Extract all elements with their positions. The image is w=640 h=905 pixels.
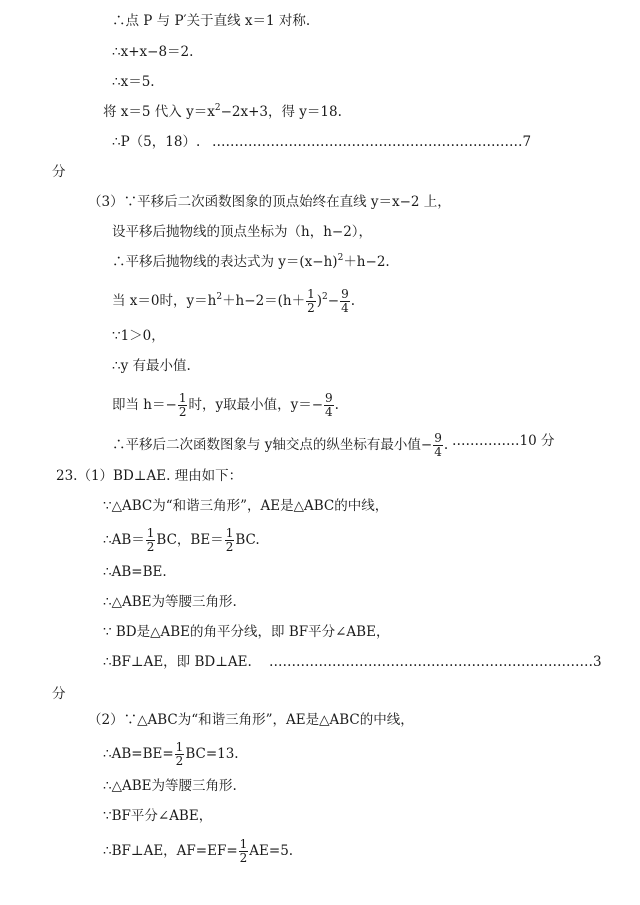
proof-line: ∵ BD是△ABE的角平分线，即 BF平分∠ABE，: [103, 624, 390, 640]
score-dots: ……………10 分: [452, 433, 555, 449]
proof-line: 将 x＝5 代入 $y=x^2-2x+3$，得 y＝18.: [103, 103, 342, 120]
proof-line: ∴AB＝ $\frac{1}{2}$ BC，BE＝ $\frac{1}{2}$ BC.: [103, 526, 260, 554]
fraction: $\frac{1}{2}$: [239, 837, 248, 865]
fraction: $\frac{1}{2}$: [225, 526, 234, 554]
proof-line: 即当 h＝− $\frac{1}{2}$ 时，y取最小值，y＝− $\frac{9}{4}$ .: [112, 391, 339, 419]
score-unit: 分: [52, 164, 66, 180]
part-heading: （3）∵平移后二次函数图象的顶点始终在直线 y＝x−2 上，: [88, 194, 451, 210]
score-unit: 分: [52, 686, 66, 702]
proof-line: ∴△ABE为等腰三角形.: [103, 594, 237, 610]
fraction: $\frac{1}{2}$: [146, 526, 155, 554]
score-dots: ………………………………………………………………3: [269, 654, 602, 670]
proof-line: ∴AB=BE= $\frac{1}{2}$ BC=13.: [103, 740, 239, 768]
score-dots: ……………………………………………………………7: [212, 134, 532, 150]
proof-line: ∴x+x−8＝2.: [112, 44, 194, 60]
proof-line: ∴P（5，18）. ……………………………………………………………7: [112, 134, 532, 150]
proof-line: ∵BF平分∠ABE，: [103, 808, 213, 824]
fraction: $\frac{1}{2}$: [307, 287, 315, 315]
proof-line: ∵△ABC为“和谐三角形”，AE是△ABC的中线，: [103, 498, 389, 514]
fraction: $\frac{1}{2}$: [175, 740, 184, 768]
fraction: $\frac{1}{2}$: [178, 391, 187, 419]
proof-line: ∴AB=BE.: [103, 564, 167, 580]
question-heading: 23.（1）BD⊥AE. 理由如下：: [56, 468, 243, 484]
part-heading: （2）∵△ABC为“和谐三角形”，AE是△ABC的中线，: [88, 712, 414, 728]
proof-line: 当 x＝0时，$y=h^2+h-2=(h+$ $\frac{1}{2}$ )$^2$− $\frac{9}{4}$ .: [112, 287, 356, 315]
proof-line: ∴点 P 与 P′关于直线 x＝1 对称.: [112, 13, 311, 29]
proof-line: ∴x＝5.: [112, 74, 155, 90]
proof-line: 设平移后抛物线的顶点坐标为（h，h−2），: [112, 224, 373, 240]
fraction: $\frac{9}{4}$: [434, 431, 442, 459]
proof-line: ∴△ABE为等腰三角形.: [103, 778, 237, 794]
fraction: $\frac{9}{4}$: [325, 391, 333, 419]
proof-line: ∴平移后二次函数图象与 y轴交点的纵坐标有最小值− $\frac{9}{4}$ . ……………10 分: [112, 431, 555, 459]
proof-line: ∴BF⊥AE，即 BD⊥AE. ………………………………………………………………3: [103, 654, 602, 670]
proof-line: ∵1＞0，: [112, 328, 165, 344]
proof-line: ∴BF⊥AE，AF=EF= $\frac{1}{2}$ AE=5.: [103, 837, 294, 865]
proof-line: ∴y 有最小值.: [112, 358, 191, 374]
fraction: $\frac{9}{4}$: [341, 287, 349, 315]
proof-line: ∴平移后抛物线的表达式为 $y=(x-h)^2+h-2$.: [112, 253, 390, 270]
